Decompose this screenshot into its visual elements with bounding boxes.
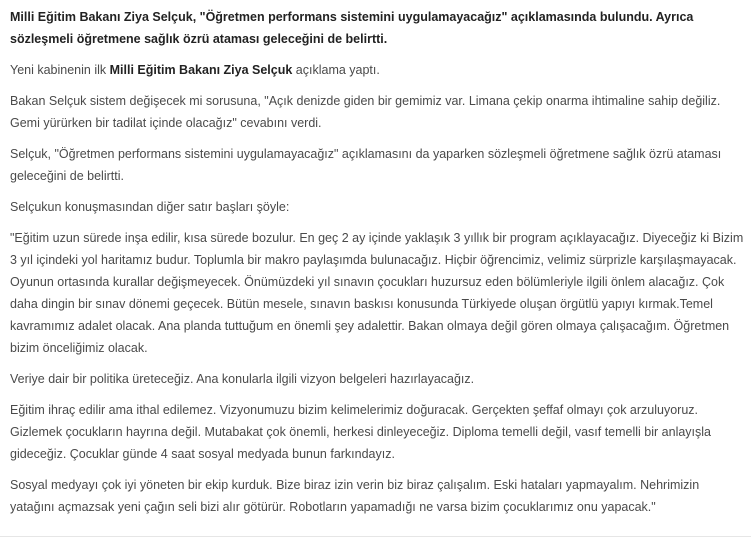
paragraph-question: Bakan Selçuk sistem değişecek mi sorusuna, "Açık denizde giden bir gemimiz var. Limana çekip onarma ihtimaline sahip değiliz. Gemi yürürken bir tadilat içinde olacağız" cevabını verdi. xyxy=(10,94,721,130)
minister-name: Milli Eğitim Bakanı Ziya Selçuk xyxy=(109,63,293,77)
paragraph-quote-main: "Eğitim uzun sürede inşa edilir, kısa sürede bozulur. En geç 2 ay içinde yaklaşık 3 yıllık bir program açıklayacağız. Diyeceğiz ki Bizim 3 yıl içindeki yol haritamız budur. Toplumla bir makro paylaşımda bulunacağız. Hiçbir öğrencimiz, velimiz sürprizle karşılaşmayacak. Oyunun ortasında kurallar değişmeyecek. Önümüzdeki yıl sınavın çocukları huzursuz eden bölümleriyle ilgili önlem alacağız. Çok daha dingin bir sınav dönemi geçecek. Bütün mesele, sınavın baskısı konusunda Türkiyede oluşan örgütlü yapıyı kırmak.Temel kavramımız adalet olacak. Ana planda tuttuğum en önemli şey adalettir. Bakan olmaya değil gören olmaya çalışacağım. Öğretmen bizim önceliğimiz olacak. xyxy=(10,231,744,355)
bottom-divider xyxy=(0,536,751,537)
article-intro xyxy=(10,59,745,81)
paragraph-performance: Selçuk, "Öğretmen performans sistemini uygulamayacağız" açıklamasını da yaparken sözleşmeli öğretmene sağlık özrü ataması geleceğini de belirtti. xyxy=(10,147,722,183)
paragraph-social-media: Sosyal medyayı çok iyi yöneten bir ekip kurduk. Bize biraz izin verin biz biraz çalışalım. Eski hataları yapmayalım. Nehrimizin yatağını açmazsak yeni çağın seli bizi alır götürür. Robotların yapamadığı ne varsa bizim çocuklarımız onu yapacak." xyxy=(10,478,700,514)
paragraph-data-policy: Veriye dair bir politika üreteceğiz. Ana konularla ilgili vizyon belgeleri hazırlayacağız. xyxy=(10,372,475,386)
article-body xyxy=(10,6,745,527)
intro-text-after: açıklama yaptı. xyxy=(292,63,380,77)
article-lead: Milli Eğitim Bakanı Ziya Selçuk, "Öğretmen performans sistemini uygulamayacağız" açıklamasında bulundu. Ayrıca sözleşmeli öğretmene sağlık özrü ataması geleceğini de belirtti. xyxy=(10,10,694,46)
paragraph-education-export: Eğitim ihraç edilir ama ithal edilemez. Vizyonumuzu bizim kelimelerimiz doğuracak. Gerçekten şeffaf olmayı çok arzuluyoruz. Gizlemek çocukların hayrına değil. Mutabakat çok önemli, herkesi dinleyeceğiz. Diploma temelli değil, vasıf temelli bir anlayışla gideceğiz. Çocuklar günde 4 saat sosyal medyada bunun farkındayız. xyxy=(10,403,712,461)
paragraph-headlines-intro: Selçukun konuşmasından diğer satır başları şöyle: xyxy=(10,200,290,214)
intro-text-before: Yeni kabinenin ilk xyxy=(10,63,110,77)
